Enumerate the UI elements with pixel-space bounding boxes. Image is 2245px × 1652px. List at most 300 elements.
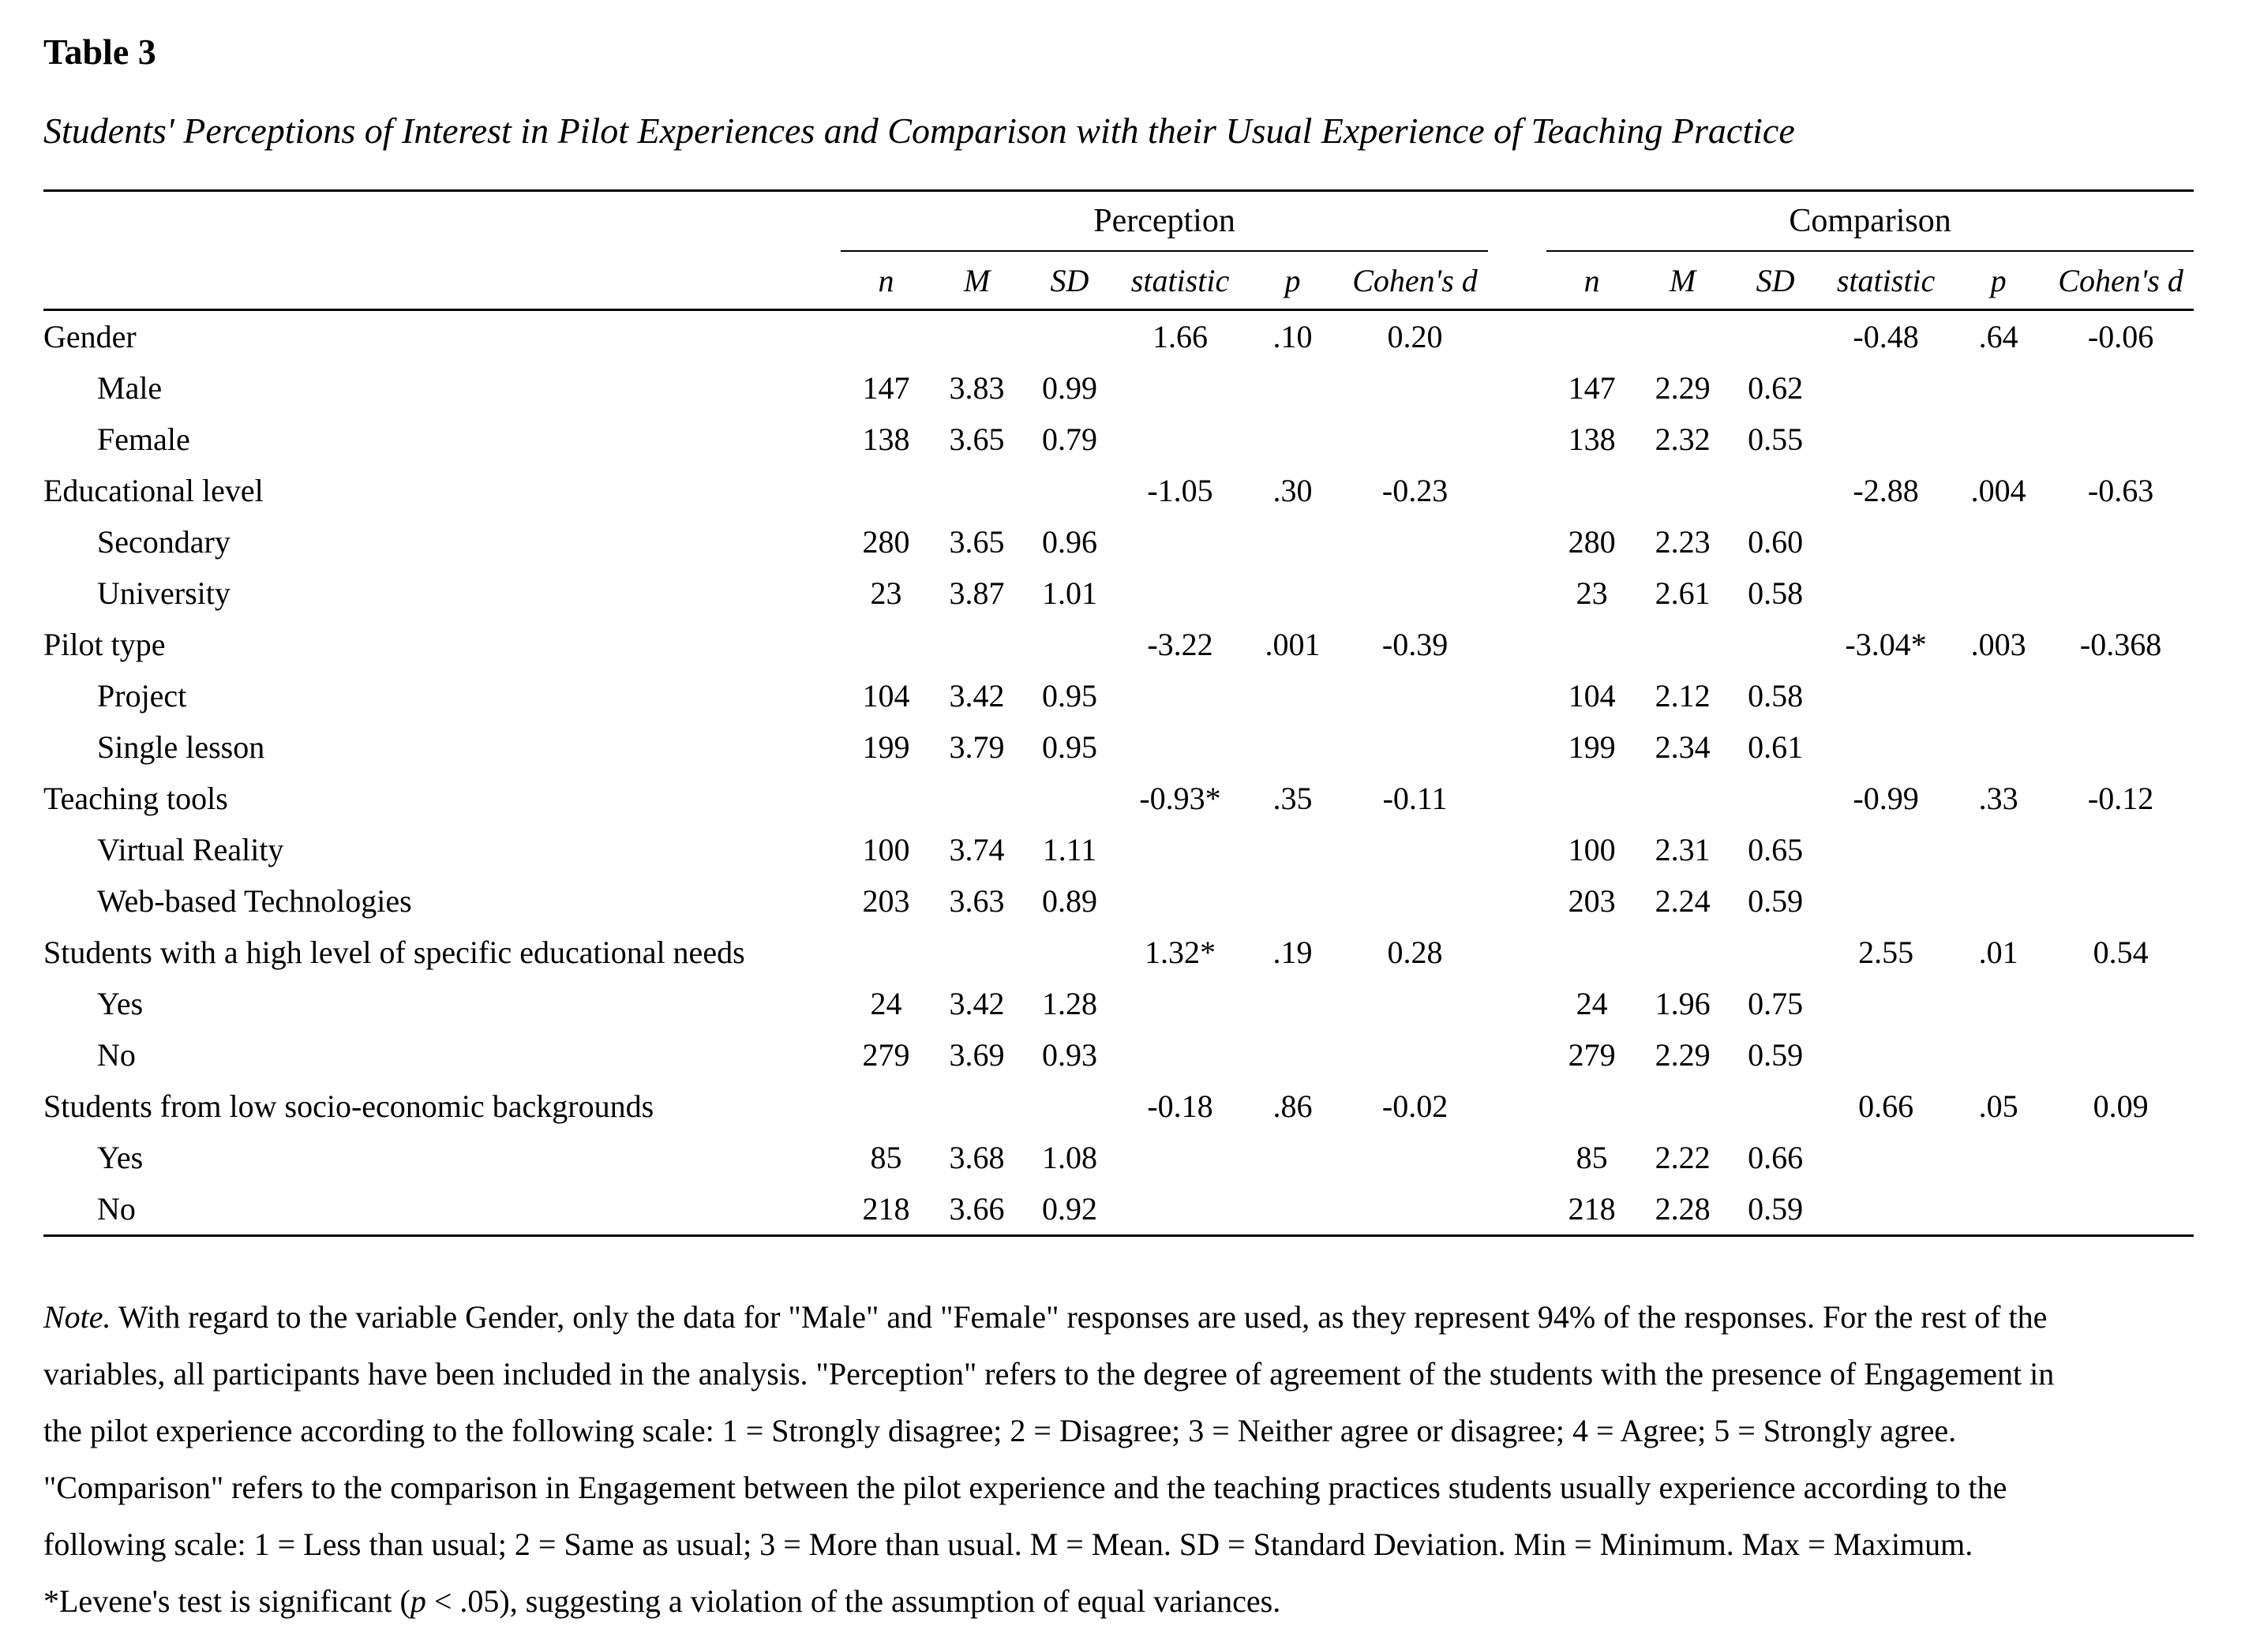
note-italic-segment: Note. [43,1299,111,1335]
cell [1823,568,1949,619]
cell [1823,670,1949,721]
cell [1546,465,1637,516]
cell [1728,927,1823,978]
table-note [43,1289,2202,1630]
cell: 3.65 [949,421,1005,457]
cell: 3.42 [949,678,1005,714]
group-spacer [1488,251,1546,310]
cell [1728,465,1823,516]
cell [1949,1183,2048,1236]
table-row [43,670,2194,721]
cell: 0.79 [1042,421,1097,457]
cell [1243,568,1342,619]
cell [1342,516,1488,568]
note-line [43,1516,2202,1573]
group-spacer [1488,670,1546,721]
cell: 1.28 [1042,986,1097,1021]
row-label: Yes [97,1140,144,1175]
cell: 0.93 [1042,1037,1097,1073]
row-label: University [97,575,230,611]
cell [1243,1029,1342,1081]
group-spacer [1488,1132,1546,1183]
column-header-n: n [841,251,931,310]
note-segment: following scale: 1 = Less than usual; 2 = Same as usual; 3 = More than usual. M = Mean. SD = Standard Deviation. Min = Minimum. Max = Maximum. [43,1527,1973,1562]
cell: 2.24 [1655,883,1711,919]
cell: -0.23 [1381,473,1449,508]
table-row [43,619,2194,670]
cell: 3.66 [931,1183,1022,1236]
cell: 0.89 [1042,883,1097,919]
cell: .19 [1272,935,1313,970]
cell: 0.95 [1042,678,1097,714]
table-row [43,927,2194,978]
cell [1949,670,2048,721]
column-header-p: p [1949,251,2048,310]
cell: 0.92 [1022,1183,1117,1236]
group-spacer [1488,516,1546,568]
table-row [43,773,2194,824]
column-header-p: p [1243,251,1342,310]
cell: -0.12 [2087,781,2154,816]
cell: 0.28 [1387,935,1443,970]
note-segment: < .05), suggesting a violation of the assumption of equal variances. [425,1583,1281,1619]
cell: 138 [1568,421,1616,457]
cell: 3.65 [949,524,1005,560]
cell: -3.22 [1147,627,1213,662]
cell [1637,773,1728,824]
cell: -2.88 [1853,473,1919,508]
cell: -0.99 [1853,781,1919,816]
cell: 280 [1568,524,1616,560]
cell: 2.22 [1655,1140,1711,1175]
cell: 1.96 [1655,986,1711,1021]
cell [1637,310,1728,363]
cell: 0.65 [1748,832,1804,867]
cell [1823,414,1949,465]
cell: 2.28 [1637,1183,1728,1236]
cell: -0.63 [2087,473,2154,508]
cell [1342,670,1488,721]
cell [1022,465,1117,516]
row-label: No [43,1183,841,1236]
cell [2048,414,2194,465]
cell [1243,721,1342,773]
column-header-m: M [1637,251,1728,310]
cell [931,465,1022,516]
cell: .10 [1272,319,1313,354]
group-spacer [1488,1029,1546,1081]
cell: 0.58 [1748,678,1804,714]
row-label: Educational level [43,473,264,508]
note-line [43,1573,2202,1630]
cell [1342,1183,1488,1236]
cell: 2.31 [1655,832,1711,867]
cell: .01 [1978,935,2018,970]
column-header-cohens-d: Cohen's d [2048,251,2194,310]
cell: -0.48 [1853,319,1919,354]
cell [2048,362,2194,414]
cell [1243,1132,1342,1183]
cell [1342,875,1488,927]
cell [1243,824,1342,875]
row-label: Male [97,370,163,406]
note-italic-segment: p [410,1583,426,1619]
column-header-n: n [1546,251,1637,310]
cell [1022,619,1117,670]
cell [2048,875,2194,927]
group-spacer [1488,414,1546,465]
cell [1637,1081,1728,1132]
table-row [43,1081,2194,1132]
cell [1823,824,1949,875]
cell [2048,670,2194,721]
table-number-label: Table 3 [43,32,156,72]
cell [1949,824,2048,875]
row-label: Project [97,678,187,714]
cell [1728,310,1823,363]
cell: 2.23 [1655,524,1711,560]
cell: 279 [1568,1037,1616,1073]
cell [1022,773,1117,824]
cell [1637,927,1728,978]
table-row [43,362,2194,414]
cell: 1.08 [1042,1140,1097,1175]
cell [1342,1029,1488,1081]
cell: 0.66 [1748,1140,1804,1175]
cell: -0.18 [1147,1088,1213,1124]
cell [1728,773,1823,824]
cell [2048,516,2194,568]
cell: 279 [862,1037,910,1073]
cell: -0.11 [1382,781,1448,816]
cell: 0.58 [1748,575,1804,611]
cell: 85 [870,1140,902,1175]
cell [2048,978,2194,1029]
column-header-sd: SD [1728,251,1823,310]
cell: 2.61 [1655,575,1711,611]
cell [1823,1183,1949,1236]
cell: 3.83 [949,370,1005,406]
cell: 3.63 [949,883,1005,919]
cell [1546,1081,1637,1132]
cell: 0.54 [2093,935,2149,970]
table-row [43,875,2194,927]
column-header-m: M [931,251,1022,310]
cell: 218 [841,1183,931,1236]
cell: -0.39 [1381,627,1449,662]
cell [2048,721,2194,773]
group-spacer [1488,875,1546,927]
cell: 147 [1568,370,1616,406]
cell [1243,516,1342,568]
cell: 2.34 [1655,729,1711,765]
cell [1243,875,1342,927]
cell: .86 [1272,1088,1313,1124]
cell [1546,927,1637,978]
cell [1342,978,1488,1029]
cell [1949,721,2048,773]
cell: -0.02 [1381,1088,1449,1124]
cell [1728,1081,1823,1132]
cell: 0.09 [2093,1088,2149,1124]
row-label: Gender [43,319,137,354]
cell [841,619,931,670]
note-line [43,1459,2202,1516]
cell [1546,310,1637,363]
cell: 0.66 [1858,1088,1914,1124]
cell: 199 [1568,729,1616,765]
cell: 2.29 [1655,370,1711,406]
cell [1022,310,1117,363]
group-spacer [1488,191,1546,252]
cell: 3.68 [949,1140,1005,1175]
cell [1823,362,1949,414]
cell: 3.74 [949,832,1005,867]
cell: 138 [862,421,910,457]
cell: 1.01 [1042,575,1097,611]
table-row [43,1132,2194,1183]
cell: 100 [1568,832,1616,867]
row-label: No [97,1037,136,1073]
cell [1546,773,1637,824]
cell [1342,1132,1488,1183]
cell: .30 [1272,473,1313,508]
note-line [43,1346,2202,1403]
cell: 1.66 [1152,319,1208,354]
cell [1949,516,2048,568]
cell: .004 [1970,473,2026,508]
cell [1949,414,2048,465]
group-spacer [1488,310,1546,363]
cell: 2.32 [1655,421,1711,457]
cell: 0.59 [1748,883,1804,919]
cell [1117,824,1243,875]
cell [1117,1132,1243,1183]
cell: 0.55 [1748,421,1804,457]
cell: -0.06 [2087,319,2154,354]
group-spacer [1488,1183,1546,1236]
row-label: Web-based Technologies [97,883,412,919]
cell [2048,1029,2194,1081]
row-label: Yes [97,986,144,1021]
cell [1949,978,2048,1029]
row-label: Pilot type [43,627,166,662]
cell [1637,465,1728,516]
group-spacer [1488,362,1546,414]
cell: 2.55 [1858,935,1914,970]
table-row [43,310,2194,363]
cell [841,465,931,516]
note-segment: *Levene's test is significant ( [43,1583,410,1619]
cell: .33 [1978,781,2018,816]
cell [1117,1183,1243,1236]
cell [931,310,1022,363]
column-header-cohens-d: Cohen's d [1342,251,1488,310]
group-spacer [1488,927,1546,978]
cell: .05 [1978,1088,2018,1124]
cell: -1.05 [1147,473,1213,508]
cell [1949,568,2048,619]
table-row [43,978,2194,1029]
group-spacer [1488,465,1546,516]
column-header-statistic: statistic [1117,251,1243,310]
cell [931,619,1022,670]
cell: 1.11 [1042,832,1097,867]
cell [1546,619,1637,670]
cell [1342,824,1488,875]
group-header-row [43,191,2194,252]
cell: 280 [862,524,910,560]
cell: 203 [862,883,910,919]
cell [841,1081,931,1132]
cell: 0.62 [1748,370,1804,406]
cell: 3.42 [949,986,1005,1021]
cell [1117,978,1243,1029]
table-row [43,824,2194,875]
cell [1243,978,1342,1029]
cell [931,1081,1022,1132]
cell: 0.60 [1748,524,1804,560]
cell: 104 [1568,678,1616,714]
stats-table [43,189,2194,1237]
cell [2048,824,2194,875]
cell [1637,619,1728,670]
cell: 24 [870,986,902,1021]
table-row [43,1029,2194,1081]
cell [1022,927,1117,978]
table-row [43,465,2194,516]
cell [1243,670,1342,721]
cell [1342,362,1488,414]
cell: 104 [862,678,910,714]
cell [1823,978,1949,1029]
cell: 23 [1576,575,1608,611]
cell: 24 [1576,986,1608,1021]
cell [1728,619,1823,670]
cell [2048,1183,2194,1236]
cell: 0.95 [1042,729,1097,765]
cell: 0.99 [1042,370,1097,406]
cell: .001 [1265,627,1321,662]
cell [1949,1132,2048,1183]
cell: -3.04* [1845,627,1927,662]
group-spacer [1488,1081,1546,1132]
group-spacer [1488,619,1546,670]
row-label: Teaching tools [43,781,228,816]
column-header-statistic: statistic [1823,251,1949,310]
cell [1117,1029,1243,1081]
cell: 85 [1576,1140,1608,1175]
cell: 0.96 [1042,524,1097,560]
cell [1243,414,1342,465]
cell [1117,568,1243,619]
table-body [43,310,2194,1236]
cell: 100 [862,832,910,867]
table-row [43,516,2194,568]
cell [931,927,1022,978]
cell: 0.20 [1387,319,1443,354]
cell [1949,875,2048,927]
cell [1243,1183,1342,1236]
cell [1823,516,1949,568]
table-header [43,191,2194,310]
cell [1117,670,1243,721]
group-spacer [1488,773,1546,824]
cell [2048,1132,2194,1183]
note-segment: With regard to the variable Gender, only the data for "Male" and "Female" responses are used, as they represent 94% of the responses. For the rest of the [111,1299,2048,1335]
table-row [43,721,2194,773]
cell: 203 [1568,883,1616,919]
group-header-perception: Perception [841,191,1488,252]
row-label: Female [97,421,190,457]
group-spacer [1488,568,1546,619]
table-title: Students' Perceptions of Interest in Pilot Experiences and Comparison with their Usual Experience of Teaching Practice [43,111,1795,151]
cell: 3.87 [949,575,1005,611]
note-line [43,1403,2202,1459]
cell: 199 [862,729,910,765]
note-line [43,1289,2202,1346]
row-label: Students from low socio-economic backgrounds [43,1088,654,1124]
cell: 3.79 [949,729,1005,765]
cell [1022,1081,1117,1132]
cell: .35 [1272,781,1313,816]
cell: 1.32* [1145,935,1216,970]
column-header-sd: SD [1022,251,1117,310]
cell [1342,568,1488,619]
cell: 147 [862,370,910,406]
cell [1117,516,1243,568]
group-spacer [1488,721,1546,773]
stub-header-cell [43,251,841,310]
cell [931,773,1022,824]
cell [841,773,931,824]
group-header-comparison: Comparison [1546,191,2194,252]
cell: 0.59 [1728,1183,1823,1236]
cell [1243,362,1342,414]
cell [1342,721,1488,773]
cell [1949,1029,2048,1081]
cell [1117,875,1243,927]
row-label: Virtual Reality [97,832,284,867]
note-segment: variables, all participants have been included in the analysis. "Perception" refers to the degree of agreement of the students with the presence of Engagement in [43,1356,2055,1392]
cell [2048,568,2194,619]
row-label: Single lesson [97,729,265,765]
group-spacer [1488,824,1546,875]
cell: -0.93* [1139,781,1221,816]
cell [1823,1029,1949,1081]
row-label: Students with a high level of specific educational needs [43,935,745,970]
column-header-row [43,251,2194,310]
table-row [43,414,2194,465]
cell [1823,721,1949,773]
cell: 0.61 [1748,729,1804,765]
cell [841,927,931,978]
cell: 218 [1546,1183,1637,1236]
cell: 0.75 [1748,986,1804,1021]
cell [1117,721,1243,773]
cell: 0.59 [1748,1037,1804,1073]
cell: 2.29 [1655,1037,1711,1073]
cell [1949,362,2048,414]
cell [1823,1132,1949,1183]
note-segment: the pilot experience according to the following scale: 1 = Strongly disagree; 2 = Disagree; 3 = Neither agree or disagree; 4 = Agree; 5 = Strongly agree. [43,1413,1957,1448]
cell: .003 [1970,627,2026,662]
note-segment: "Comparison" refers to the comparison in Engagement between the pilot experience and the teaching practices students usually experience according to the [43,1470,2007,1505]
cell [1117,414,1243,465]
cell [1117,362,1243,414]
group-spacer [1488,978,1546,1029]
cell [841,310,931,363]
